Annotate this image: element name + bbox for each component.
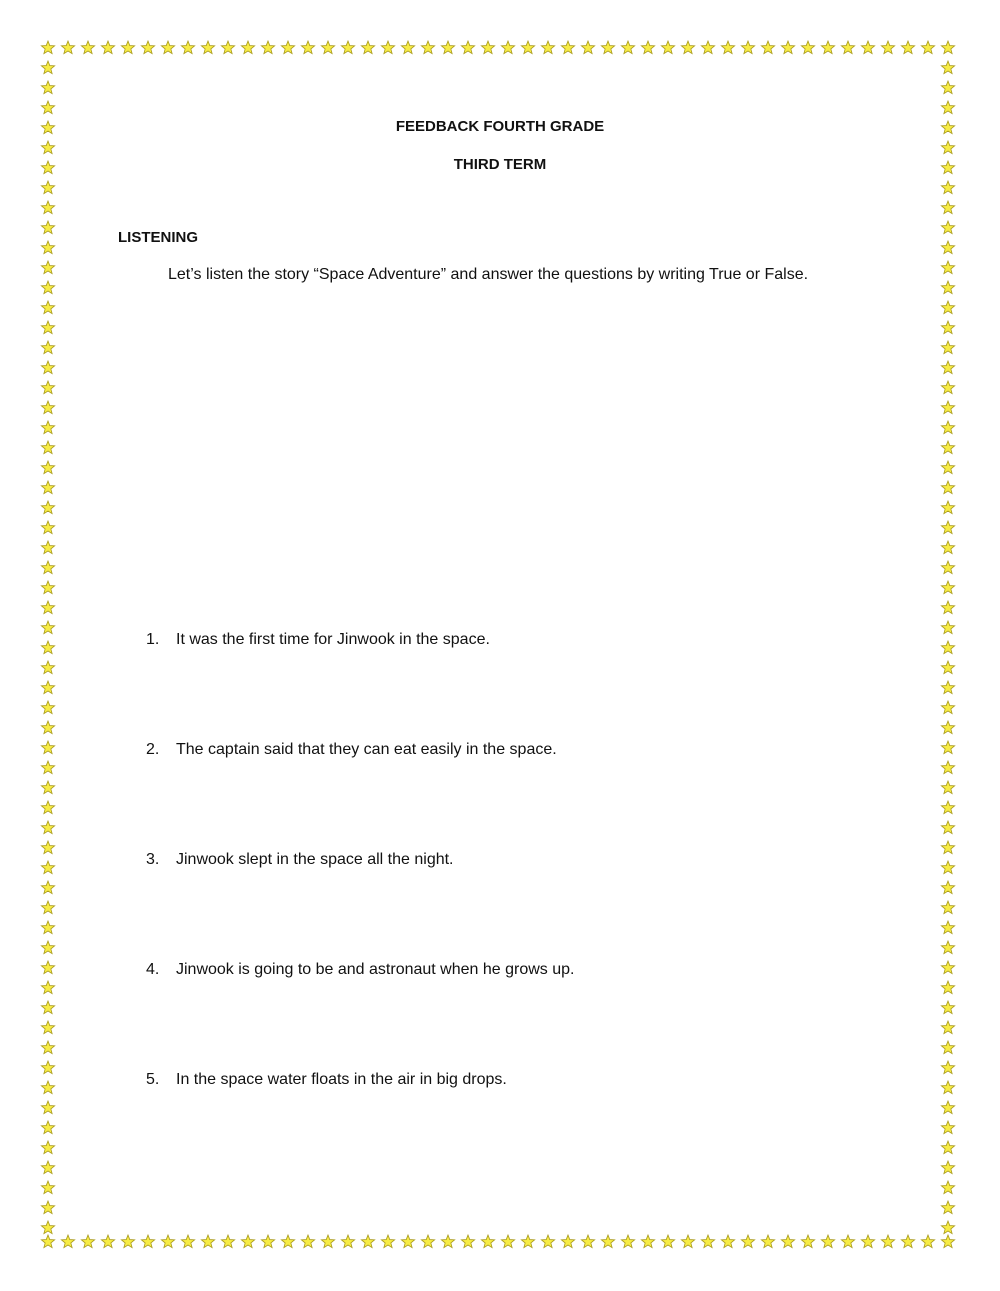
star-icon [301,1235,314,1248]
star-icon [901,1235,914,1248]
instructions-text: Let’s listen the story “Space Adventure” and answer the questions by writing True or False. [168,266,809,283]
star-icon [41,681,54,694]
star-icon [361,41,374,54]
star-icon [101,1235,114,1248]
star-icon [501,41,514,54]
star-icon [941,781,954,794]
star-icon [941,241,954,254]
star-icon [41,581,54,594]
star-icon [941,721,954,734]
star-icon [441,41,454,54]
page-subtitle: THIRD TERM [453,156,547,173]
star-icon [941,301,954,314]
star-icon [41,721,54,734]
star-icon [941,801,954,814]
star-icon [41,661,54,674]
star-icon [481,1235,494,1248]
star-icon [621,41,634,54]
star-icon [41,461,54,474]
star-icon [941,981,954,994]
question-number: 2. [146,741,160,758]
star-icon [941,1061,954,1074]
star-icon [941,761,954,774]
star-icon [941,1001,954,1014]
star-icon [641,1235,654,1248]
star-icon [681,1235,694,1248]
section-heading: LISTENING [118,229,199,246]
star-icon [941,421,954,434]
star-icon [821,1235,834,1248]
star-icon [941,641,954,654]
star-icon [941,621,954,634]
star-icon [941,581,954,594]
star-icon [941,81,954,94]
star-icon [741,41,754,54]
star-icon [41,641,54,654]
star-icon [941,381,954,394]
question-text: Jinwook is going to be and astronaut when he grows up. [176,961,575,978]
star-icon [121,41,134,54]
star-icon [401,41,414,54]
star-icon [701,41,714,54]
star-icon [941,1181,954,1194]
star-icon [41,1181,54,1194]
star-icon [941,881,954,894]
star-icon [941,321,954,334]
star-icon [181,41,194,54]
star-icon [41,501,54,514]
star-icon [41,181,54,194]
star-icon [901,41,914,54]
star-icon [41,1201,54,1214]
star-icon [941,461,954,474]
star-icon [41,781,54,794]
question-item [146,961,574,979]
star-icon [841,41,854,54]
star-icon [81,41,94,54]
star-icon [41,701,54,714]
star-icon [41,1001,54,1014]
star-icon [381,1235,394,1248]
star-icon [941,521,954,534]
star-icon [41,401,54,414]
star-icon [121,1235,134,1248]
star-icon [941,961,954,974]
star-icon [41,761,54,774]
star-icon [421,1235,434,1248]
star-icon [941,481,954,494]
star-icon [41,441,54,454]
star-icon [41,1121,54,1134]
question-text: It was the first time for Jinwook in the space. [176,631,490,648]
star-icon [941,101,954,114]
star-icon [941,1121,954,1134]
star-icon [781,41,794,54]
star-icon [601,1235,614,1248]
question-text: In the space water floats in the air in big drops. [176,1071,507,1088]
star-icon [941,541,954,554]
question-number: 4. [146,961,160,978]
star-icon [521,41,534,54]
star-icon [941,1141,954,1154]
star-icon [941,1235,954,1248]
star-icon [201,1235,214,1248]
star-icon [41,981,54,994]
question-number: 3. [146,851,160,868]
star-icon [41,861,54,874]
star-icon [321,1235,334,1248]
star-icon [941,181,954,194]
star-icon [41,421,54,434]
star-icon [861,41,874,54]
star-icon [941,441,954,454]
star-icon [41,1061,54,1074]
star-icon [161,1235,174,1248]
star-icon [41,541,54,554]
star-icon [301,41,314,54]
star-icon [561,1235,574,1248]
star-icon [941,221,954,234]
star-icon [41,601,54,614]
star-icon [181,1235,194,1248]
star-icon [581,41,594,54]
star-icon [641,41,654,54]
star-icon [41,481,54,494]
star-icon [541,41,554,54]
star-icon [41,901,54,914]
star-icon [381,41,394,54]
star-icon [221,41,234,54]
star-icon [41,101,54,114]
star-icon [41,241,54,254]
star-icon [941,1101,954,1114]
star-icon [41,1221,54,1234]
star-icon [801,1235,814,1248]
star-icon [801,41,814,54]
star-icon [941,1201,954,1214]
star-icon [41,741,54,754]
star-icon [941,341,954,354]
star-icon [941,701,954,714]
star-icon [241,1235,254,1248]
star-icon [41,341,54,354]
star-icon [61,1235,74,1248]
star-icon [41,1041,54,1054]
star-icon [881,1235,894,1248]
star-icon [521,1235,534,1248]
star-icon [941,261,954,274]
star-icon [601,41,614,54]
star-icon [41,321,54,334]
star-icon [461,41,474,54]
star-icon [141,41,154,54]
star-icon [341,41,354,54]
star-icon [41,621,54,634]
star-icon [41,941,54,954]
star-icon [141,1235,154,1248]
star-icon [501,1235,514,1248]
star-icon [201,41,214,54]
star-icon [621,1235,634,1248]
star-icon [41,1101,54,1114]
star-icon [41,881,54,894]
star-icon [101,41,114,54]
star-icon [41,361,54,374]
star-icon [321,41,334,54]
question-item [146,1071,507,1089]
star-icon [661,1235,674,1248]
star-icon [41,381,54,394]
star-icon [941,601,954,614]
star-icon [41,141,54,154]
star-icon [841,1235,854,1248]
star-icon [41,81,54,94]
star-icon [941,501,954,514]
star-icon [461,1235,474,1248]
star-icon [541,1235,554,1248]
star-icon [581,1235,594,1248]
star-icon [41,1235,54,1248]
star-icon [81,1235,94,1248]
star-icon [941,281,954,294]
star-icon [941,921,954,934]
question-text: Jinwook slept in the space all the night. [176,851,454,868]
star-icon [941,61,954,74]
star-icon [41,221,54,234]
star-icon [941,201,954,214]
star-icon [41,841,54,854]
star-icon [281,1235,294,1248]
star-icon [421,41,434,54]
star-icon [941,41,954,54]
star-icon [161,41,174,54]
star-icon [41,261,54,274]
question-number: 5. [146,1071,160,1088]
star-icon [941,561,954,574]
star-icon [681,41,694,54]
star-icon [41,1021,54,1034]
star-icon [941,1081,954,1094]
star-icon [41,961,54,974]
star-icon [941,841,954,854]
star-icon [561,41,574,54]
star-icon [41,1141,54,1154]
star-icon [401,1235,414,1248]
star-icon [941,901,954,914]
question-number: 1. [146,631,160,648]
question-item [146,741,557,759]
star-icon [441,1235,454,1248]
star-icon [941,741,954,754]
star-icon [261,1235,274,1248]
star-icon [41,1081,54,1094]
star-icon [721,41,734,54]
star-icon [941,821,954,834]
star-icon [941,681,954,694]
star-icon [41,801,54,814]
star-icon [941,141,954,154]
star-icon [661,41,674,54]
star-icon [941,361,954,374]
star-icon [41,821,54,834]
star-icon [41,61,54,74]
star-icon [941,401,954,414]
star-icon [41,561,54,574]
star-icon [741,1235,754,1248]
star-icon [941,1041,954,1054]
star-icon [861,1235,874,1248]
star-icon [61,41,74,54]
page-title: FEEDBACK FOURTH GRADE [395,118,605,135]
star-icon [941,1021,954,1034]
star-icon [41,301,54,314]
star-icon [761,1235,774,1248]
star-icon [941,941,954,954]
question-item [146,631,490,649]
star-icon [361,1235,374,1248]
star-icon [41,1161,54,1174]
question-item [146,851,454,869]
star-icon [41,921,54,934]
star-icon [701,1235,714,1248]
star-icon [941,661,954,674]
star-icon [921,1235,934,1248]
star-icon [941,1221,954,1234]
star-icon [41,281,54,294]
star-icon [761,41,774,54]
star-icon [261,41,274,54]
star-icon [781,1235,794,1248]
star-icon [41,521,54,534]
question-text: The captain said that they can eat easily in the space. [176,741,557,758]
star-icon [821,41,834,54]
star-icon [281,41,294,54]
star-icon [481,41,494,54]
star-icon [41,201,54,214]
star-icon [721,1235,734,1248]
star-icon [941,1161,954,1174]
star-icon [341,1235,354,1248]
star-icon [241,41,254,54]
star-icon [881,41,894,54]
star-icon [941,861,954,874]
star-icon [921,41,934,54]
star-icon [221,1235,234,1248]
star-icon [41,41,54,54]
